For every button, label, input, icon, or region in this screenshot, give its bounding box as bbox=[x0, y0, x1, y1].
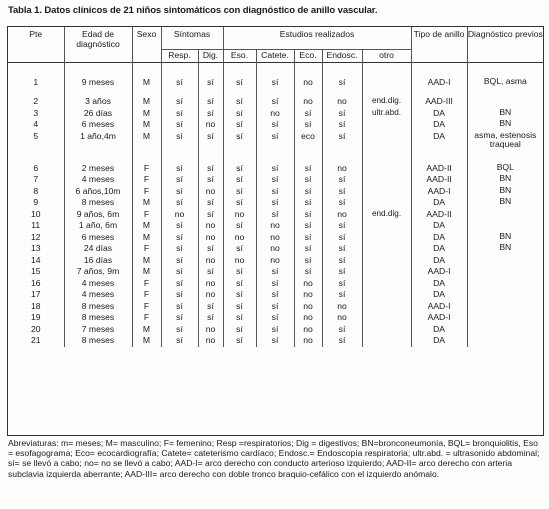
cell-catete: no bbox=[256, 220, 294, 232]
cell-eco: sí bbox=[294, 209, 322, 221]
table-body bbox=[8, 74, 543, 347]
cell-resp: sí bbox=[161, 119, 198, 131]
cell-dig: no bbox=[198, 186, 223, 198]
cell-otro bbox=[362, 163, 411, 175]
cell-pte: 5 bbox=[8, 131, 64, 163]
cell-dig: no bbox=[198, 220, 223, 232]
header-edad: Edad de diagnóstico bbox=[64, 27, 132, 63]
cell-endosc: sí bbox=[322, 266, 362, 278]
table-title: Tabla 1. Datos clínicos de 21 niños sintomáticos con diagnóstico de anillo vascular. bbox=[8, 5, 378, 16]
cell-diag: BN bbox=[499, 119, 512, 128]
cell-eco: sí bbox=[294, 243, 322, 255]
cell-sexo: F bbox=[132, 289, 161, 301]
cell-catete: sí bbox=[256, 96, 294, 108]
cell-resp: sí bbox=[161, 301, 198, 313]
cell-eso: sí bbox=[223, 197, 256, 209]
cell-eso: sí bbox=[223, 74, 256, 96]
cell-endosc: no bbox=[322, 163, 362, 175]
header-resp: Resp. bbox=[161, 50, 198, 63]
cell-endosc: sí bbox=[322, 220, 362, 232]
cell-pte: 3 bbox=[8, 108, 64, 120]
cell-resp: sí bbox=[161, 220, 198, 232]
cell-catete: sí bbox=[256, 278, 294, 290]
cell-endosc: sí bbox=[322, 335, 362, 347]
cell-resp: sí bbox=[161, 186, 198, 198]
cell-edad: 7 años, 9m bbox=[64, 266, 132, 278]
clinical-data-table bbox=[7, 26, 544, 436]
cell-edad: 2 meses bbox=[64, 163, 132, 175]
cell-edad: 9 meses bbox=[64, 74, 132, 96]
cell-edad: 16 días bbox=[64, 255, 132, 267]
cell-diag bbox=[467, 289, 543, 301]
table-row bbox=[8, 243, 543, 255]
cell-pte: 9 bbox=[8, 197, 64, 209]
cell-eco: sí bbox=[294, 186, 322, 198]
cell-tipo: DA bbox=[411, 119, 467, 131]
cell-eso: sí bbox=[223, 289, 256, 301]
cell-catete: sí bbox=[256, 312, 294, 324]
cell-diag bbox=[467, 96, 543, 108]
header-sexo: Sexo bbox=[132, 27, 161, 63]
cell-eso: no bbox=[223, 232, 256, 244]
cell-dig: sí bbox=[198, 174, 223, 186]
header-otro: otro bbox=[362, 50, 411, 63]
cell-dig: no bbox=[198, 289, 223, 301]
cell-eso: sí bbox=[223, 96, 256, 108]
cell-tipo: AAD-II bbox=[411, 174, 467, 186]
cell-eco: sí bbox=[294, 197, 322, 209]
cell-tipo: DA bbox=[411, 278, 467, 290]
cell-sexo: M bbox=[132, 266, 161, 278]
cell-tipo: AAD-I bbox=[411, 266, 467, 278]
cell-otro bbox=[362, 312, 411, 324]
cell-otro bbox=[362, 220, 411, 232]
cell-sexo: M bbox=[132, 324, 161, 336]
cell-pte: 4 bbox=[8, 119, 64, 131]
cell-otro bbox=[362, 174, 411, 186]
cell-tipo: AAD-I bbox=[411, 301, 467, 313]
cell-eco: no bbox=[294, 335, 322, 347]
cell-catete: sí bbox=[256, 163, 294, 175]
cell-resp: sí bbox=[161, 74, 198, 96]
cell-dig: no bbox=[198, 278, 223, 290]
cell-resp: sí bbox=[161, 131, 198, 163]
header-catete: Catete. bbox=[256, 50, 294, 63]
table-row bbox=[8, 289, 543, 301]
cell-eso: sí bbox=[223, 108, 256, 120]
cell-tipo: DA bbox=[411, 335, 467, 347]
cell-otro bbox=[362, 197, 411, 209]
cell-endosc: sí bbox=[322, 278, 362, 290]
cell-resp: sí bbox=[161, 335, 198, 347]
cell-endosc: sí bbox=[322, 255, 362, 267]
cell-sexo: M bbox=[132, 255, 161, 267]
cell-pte: 21 bbox=[8, 335, 64, 347]
table-row bbox=[8, 197, 543, 209]
cell-pte: 10 bbox=[8, 209, 64, 221]
cell-pte: 19 bbox=[8, 312, 64, 324]
cell-endosc: sí bbox=[322, 197, 362, 209]
cell-eso: sí bbox=[223, 335, 256, 347]
cell-diag: BQL, asma bbox=[483, 76, 527, 86]
cell-otro bbox=[362, 266, 411, 278]
cell-eco: sí bbox=[294, 119, 322, 131]
cell-tipo: DA bbox=[411, 255, 467, 267]
table-row bbox=[8, 301, 543, 313]
cell-dig: sí bbox=[198, 163, 223, 175]
cell-pte: 6 bbox=[8, 163, 64, 175]
cell-edad: 6 años,10m bbox=[64, 186, 132, 198]
cell-resp: sí bbox=[161, 197, 198, 209]
cell-pte: 15 bbox=[8, 266, 64, 278]
cell-eco: no bbox=[294, 278, 322, 290]
cell-catete: sí bbox=[256, 289, 294, 301]
cell-dig: sí bbox=[198, 312, 223, 324]
cell-otro bbox=[362, 324, 411, 336]
cell-resp: sí bbox=[161, 96, 198, 108]
cell-tipo: DA bbox=[411, 324, 467, 336]
cell-catete: sí bbox=[256, 186, 294, 198]
cell-resp: sí bbox=[161, 108, 198, 120]
table-row bbox=[8, 324, 543, 336]
cell-pte: 12 bbox=[8, 232, 64, 244]
cell-otro bbox=[362, 278, 411, 290]
cell-dig: no bbox=[198, 255, 223, 267]
cell-sexo: F bbox=[132, 301, 161, 313]
cell-resp: sí bbox=[161, 324, 198, 336]
cell-edad: 8 meses bbox=[64, 301, 132, 313]
cell-dig: sí bbox=[198, 108, 223, 120]
cell-pte: 8 bbox=[8, 186, 64, 198]
header-estudios: Estudios realizados bbox=[223, 27, 411, 50]
cell-tipo: DA bbox=[411, 243, 467, 255]
cell-pte: 20 bbox=[8, 324, 64, 336]
cell-eco: sí bbox=[294, 220, 322, 232]
cell-catete: sí bbox=[256, 209, 294, 221]
table-row bbox=[8, 255, 543, 267]
header-eso: Eso. bbox=[223, 50, 256, 63]
cell-dig: no bbox=[198, 232, 223, 244]
cell-diag bbox=[467, 220, 543, 232]
cell-otro bbox=[362, 232, 411, 244]
cell-resp: sí bbox=[161, 266, 198, 278]
cell-tipo: DA bbox=[411, 232, 467, 244]
table-row bbox=[8, 74, 543, 96]
cell-catete: no bbox=[256, 108, 294, 120]
cell-resp: sí bbox=[161, 174, 198, 186]
cell-dig: sí bbox=[198, 209, 223, 221]
cell-resp: no bbox=[161, 209, 198, 221]
cell-endosc: sí bbox=[322, 131, 362, 163]
cell-otro bbox=[362, 186, 411, 198]
cell-diag bbox=[467, 301, 543, 313]
cell-eco: no bbox=[294, 289, 322, 301]
cell-endosc: no bbox=[322, 312, 362, 324]
cell-edad: 9 años, 6m bbox=[64, 209, 132, 221]
cell-eso: sí bbox=[223, 301, 256, 313]
cell-edad: 4 meses bbox=[64, 289, 132, 301]
cell-eso: sí bbox=[223, 266, 256, 278]
cell-eco: sí bbox=[294, 232, 322, 244]
cell-dig: sí bbox=[198, 266, 223, 278]
cell-endosc: sí bbox=[322, 289, 362, 301]
cell-catete: sí bbox=[256, 266, 294, 278]
cell-resp: sí bbox=[161, 232, 198, 244]
cell-diag bbox=[467, 266, 543, 278]
cell-eco: eco bbox=[294, 131, 322, 163]
cell-sexo: M bbox=[132, 96, 161, 108]
cell-endosc: sí bbox=[322, 243, 362, 255]
cell-resp: sí bbox=[161, 163, 198, 175]
cell-eco: sí bbox=[294, 108, 322, 120]
cell-catete: sí bbox=[256, 74, 294, 96]
header-dig: Dig. bbox=[198, 50, 223, 63]
cell-sexo: M bbox=[132, 232, 161, 244]
cell-edad: 8 meses bbox=[64, 312, 132, 324]
table-row bbox=[8, 96, 543, 108]
table-row bbox=[8, 119, 543, 131]
cell-tipo: DA bbox=[411, 289, 467, 301]
cell-sexo: F bbox=[132, 186, 161, 198]
cell-eco: sí bbox=[294, 174, 322, 186]
cell-diag bbox=[467, 312, 543, 324]
cell-pte: 16 bbox=[8, 278, 64, 290]
cell-dig: no bbox=[198, 324, 223, 336]
cell-sexo: M bbox=[132, 131, 161, 163]
cell-pte: 13 bbox=[8, 243, 64, 255]
cell-eco: no bbox=[294, 96, 322, 108]
cell-sexo: M bbox=[132, 197, 161, 209]
cell-sexo: F bbox=[132, 174, 161, 186]
cell-pte: 14 bbox=[8, 255, 64, 267]
cell-resp: sí bbox=[161, 243, 198, 255]
cell-edad: 6 meses bbox=[64, 232, 132, 244]
cell-tipo: AAD-I bbox=[411, 312, 467, 324]
cell-sexo: M bbox=[132, 220, 161, 232]
cell-edad: 26 días bbox=[64, 108, 132, 120]
cell-diag: BN bbox=[499, 243, 512, 252]
cell-diag: BN bbox=[499, 197, 512, 206]
cell-diag bbox=[467, 209, 543, 221]
cell-catete: sí bbox=[256, 335, 294, 347]
cell-edad: 1 año, 6m bbox=[64, 220, 132, 232]
cell-otro bbox=[362, 335, 411, 347]
header-diagnostico: Diagnóstico previos bbox=[467, 29, 543, 39]
table-row bbox=[8, 312, 543, 324]
cell-tipo: AAD-II bbox=[411, 163, 467, 175]
cell-dig: no bbox=[198, 119, 223, 131]
abbreviations-footnote: Abreviaturas: m= meses; M= masculino; F= femenino; Resp =respiratorios; Dig = digestivos; BN=bronconeumonía, BQL= bronquiolitis, Eso = esofagograma; Eco= ecocardiografía; Catete= cateterismo cardíaco; Endosc.= Endoscopía respiratoria; ultr.abd. = ultrasonido abdominal; sí= se llevó a cabo; no= no se llevó a cabo; AAD-I= arco derecho con conducto arterioso izquierdo; AAD-II= arco derecho con arteria subclavia izquierda aberrante; AAD-III= arco derecho con doble tronco braquio-cefálico con el izquierdo anómalo. bbox=[8, 438, 540, 479]
cell-endosc: sí bbox=[322, 174, 362, 186]
cell-endosc: sí bbox=[322, 119, 362, 131]
cell-tipo: DA bbox=[411, 220, 467, 232]
cell-sexo: F bbox=[132, 312, 161, 324]
cell-dig: sí bbox=[198, 243, 223, 255]
cell-catete: no bbox=[256, 243, 294, 255]
cell-eco: no bbox=[294, 74, 322, 96]
table-row bbox=[8, 232, 543, 244]
cell-endosc: sí bbox=[322, 108, 362, 120]
cell-catete: sí bbox=[256, 174, 294, 186]
cell-diag: BN bbox=[499, 174, 512, 183]
cell-eso: sí bbox=[223, 163, 256, 175]
cell-eco: no bbox=[294, 324, 322, 336]
header-eco: Eco. bbox=[294, 50, 322, 63]
cell-eso: no bbox=[223, 255, 256, 267]
cell-dig: sí bbox=[198, 96, 223, 108]
cell-edad: 6 meses bbox=[64, 119, 132, 131]
cell-tipo: AAD-I bbox=[411, 186, 467, 198]
cell-pte: 7 bbox=[8, 174, 64, 186]
cell-otro: ultr.abd. bbox=[362, 108, 411, 120]
cell-otro: end.dig. bbox=[362, 96, 411, 108]
cell-eso: sí bbox=[223, 131, 256, 163]
cell-otro bbox=[362, 289, 411, 301]
cell-eso: sí bbox=[223, 186, 256, 198]
cell-endosc: no bbox=[322, 209, 362, 221]
cell-pte: 1 bbox=[8, 74, 64, 96]
cell-pte: 18 bbox=[8, 301, 64, 313]
cell-dig: sí bbox=[198, 74, 223, 96]
cell-sexo: M bbox=[132, 108, 161, 120]
cell-eso: sí bbox=[223, 312, 256, 324]
cell-catete: sí bbox=[256, 119, 294, 131]
cell-pte: 17 bbox=[8, 289, 64, 301]
table-row bbox=[8, 278, 543, 290]
cell-edad: 8 meses bbox=[64, 197, 132, 209]
cell-resp: sí bbox=[161, 255, 198, 267]
cell-resp: sí bbox=[161, 289, 198, 301]
cell-otro bbox=[362, 301, 411, 313]
cell-tipo: DA bbox=[411, 131, 467, 163]
cell-pte: 2 bbox=[8, 96, 64, 108]
cell-catete: sí bbox=[256, 197, 294, 209]
cell-sexo: F bbox=[132, 209, 161, 221]
cell-eco: sí bbox=[294, 266, 322, 278]
cell-diag: BQL bbox=[496, 162, 514, 172]
cell-sexo: F bbox=[132, 278, 161, 290]
cell-endosc: no bbox=[322, 301, 362, 313]
cell-catete: no bbox=[256, 255, 294, 267]
cell-edad: 4 meses bbox=[64, 278, 132, 290]
cell-dig: sí bbox=[198, 131, 223, 163]
cell-tipo: DA bbox=[411, 197, 467, 209]
cell-eso: no bbox=[223, 209, 256, 221]
cell-dig: sí bbox=[198, 197, 223, 209]
cell-sexo: M bbox=[132, 119, 161, 131]
cell-diag bbox=[467, 335, 543, 347]
cell-endosc: no bbox=[322, 96, 362, 108]
cell-eco: sí bbox=[294, 163, 322, 175]
cell-diag: BN bbox=[499, 185, 512, 195]
cell-diag bbox=[467, 278, 543, 290]
table-row bbox=[8, 186, 543, 198]
cell-resp: sí bbox=[161, 312, 198, 324]
table-row bbox=[8, 209, 543, 221]
cell-otro bbox=[362, 255, 411, 267]
cell-eco: no bbox=[294, 301, 322, 313]
cell-diag bbox=[467, 255, 543, 267]
table-row bbox=[8, 174, 543, 186]
cell-tipo: AAD-I bbox=[411, 74, 467, 96]
cell-eco: sí bbox=[294, 255, 322, 267]
cell-endosc: sí bbox=[322, 186, 362, 198]
header-sintomas: Síntomas bbox=[161, 27, 223, 50]
table-row bbox=[8, 220, 543, 232]
cell-eso: sí bbox=[223, 174, 256, 186]
cell-otro bbox=[362, 243, 411, 255]
cell-edad: 8 meses bbox=[64, 335, 132, 347]
cell-edad: 4 meses bbox=[64, 174, 132, 186]
cell-otro bbox=[362, 131, 411, 163]
cell-catete: sí bbox=[256, 131, 294, 163]
cell-endosc: sí bbox=[322, 74, 362, 96]
cell-endosc: sí bbox=[322, 324, 362, 336]
cell-tipo: DA bbox=[411, 108, 467, 120]
cell-eso: sí bbox=[223, 220, 256, 232]
cell-edad: 1 año,4m bbox=[64, 131, 132, 163]
cell-catete: sí bbox=[256, 301, 294, 313]
cell-dig: no bbox=[198, 335, 223, 347]
cell-tipo: AAD-III bbox=[411, 96, 467, 108]
cell-pte: 11 bbox=[8, 220, 64, 232]
cell-sexo: F bbox=[132, 243, 161, 255]
cell-diag: BN bbox=[499, 107, 512, 117]
table-row bbox=[8, 108, 543, 120]
table-header bbox=[8, 27, 543, 74]
cell-otro: end.dig. bbox=[362, 209, 411, 221]
cell-edad: 3 años bbox=[64, 96, 132, 108]
cell-dig: sí bbox=[198, 301, 223, 313]
table-row bbox=[8, 335, 543, 347]
header-tipo: Tipo de anillo bbox=[411, 27, 467, 63]
cell-edad: 7 meses bbox=[64, 324, 132, 336]
cell-catete: no bbox=[256, 232, 294, 244]
cell-eso: sí bbox=[223, 243, 256, 255]
cell-sexo: F bbox=[132, 163, 161, 175]
cell-otro bbox=[362, 74, 411, 96]
table-row bbox=[8, 163, 543, 175]
cell-eco: no bbox=[294, 312, 322, 324]
cell-tipo: AAD-II bbox=[411, 209, 467, 221]
cell-eso: sí bbox=[223, 278, 256, 290]
cell-catete: sí bbox=[256, 324, 294, 336]
header-pte: Pte bbox=[8, 27, 64, 63]
cell-resp: sí bbox=[161, 278, 198, 290]
cell-otro bbox=[362, 119, 411, 131]
table-row bbox=[8, 266, 543, 278]
cell-endosc: sí bbox=[322, 232, 362, 244]
cell-sexo: M bbox=[132, 74, 161, 96]
table-row bbox=[8, 131, 543, 163]
cell-diag: asma, estenosis traqueal bbox=[474, 130, 537, 149]
cell-sexo: M bbox=[132, 335, 161, 347]
cell-diag bbox=[467, 324, 543, 336]
cell-diag: BN bbox=[499, 231, 512, 241]
header-endosc: Endosc. bbox=[322, 50, 362, 63]
cell-eso: sí bbox=[223, 119, 256, 131]
cell-edad: 24 días bbox=[64, 243, 132, 255]
cell-eso: sí bbox=[223, 324, 256, 336]
